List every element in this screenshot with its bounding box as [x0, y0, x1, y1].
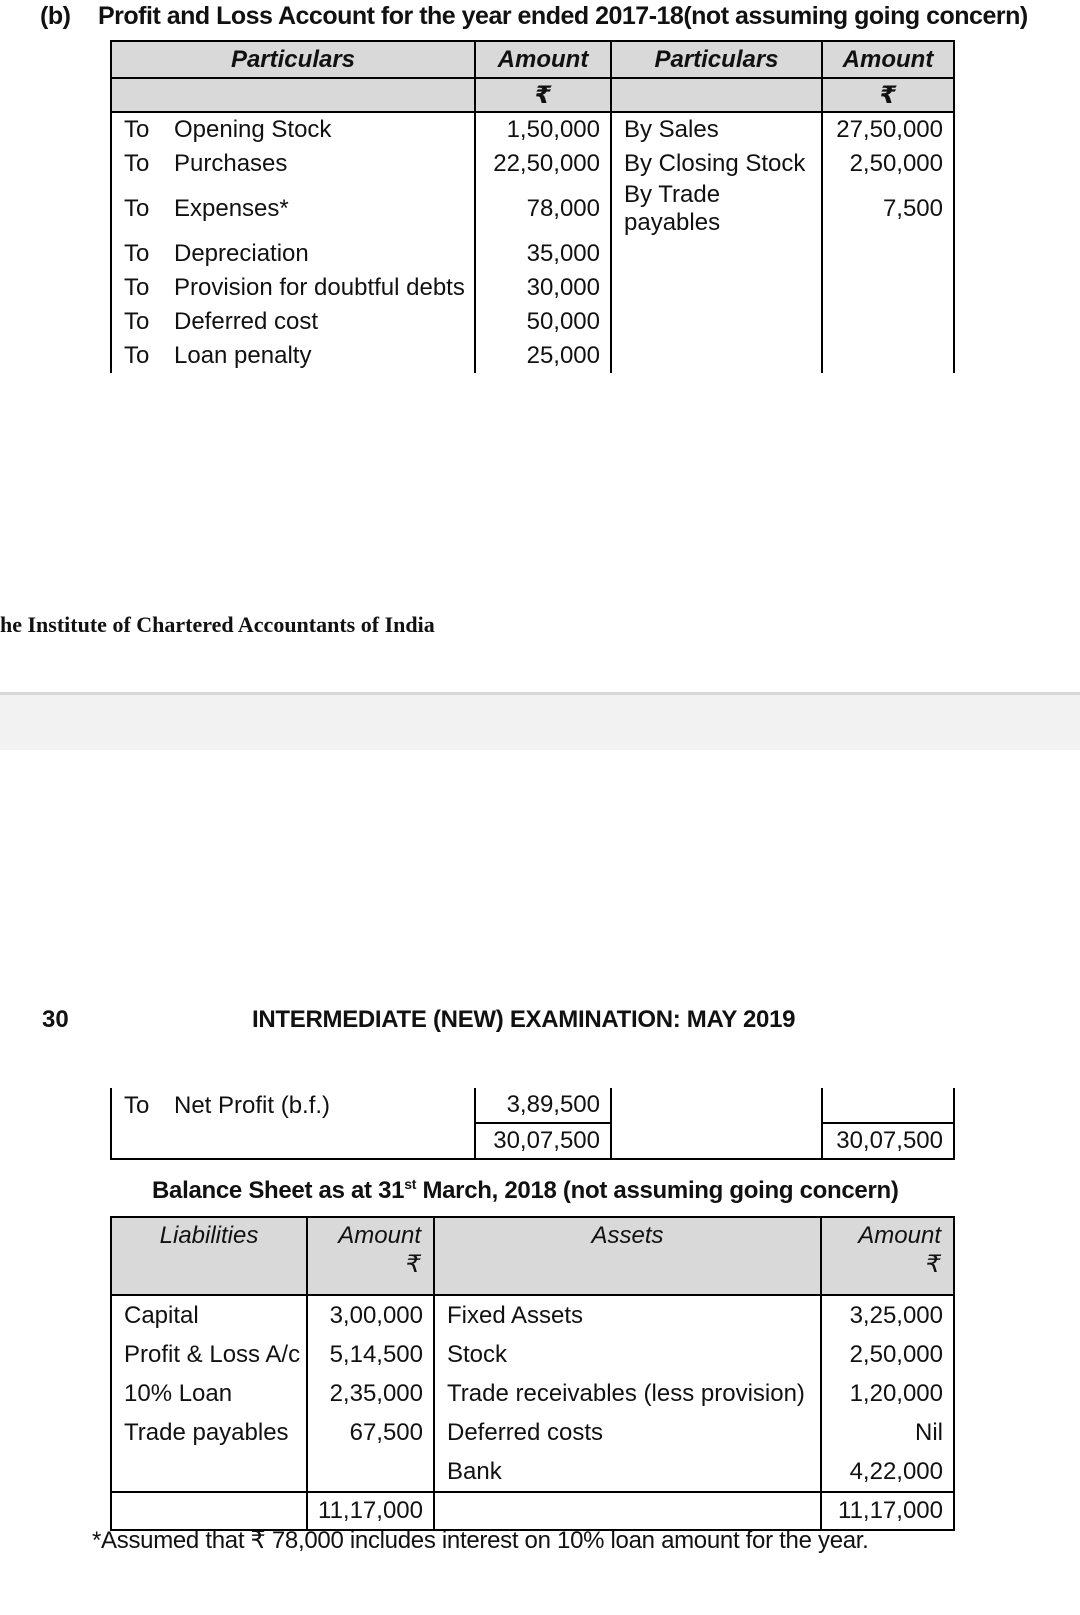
pl-credit-item: By Sales [611, 112, 822, 147]
bs-total-left: 11,17,000 [307, 1492, 434, 1530]
table-row [111, 305, 954, 339]
bs-title-pre: Balance Sheet as at 31 [152, 1177, 405, 1204]
pl-debit-item: Loan penalty [174, 342, 312, 369]
pl-total-left: 30,07,500 [475, 1123, 611, 1159]
pl-debit-item: Expenses* [174, 195, 289, 222]
pl-debit-item: Provision for doubtful debts [174, 274, 465, 301]
table-row [111, 147, 954, 181]
bs-liability [111, 1452, 307, 1492]
balance-sheet-table [110, 1216, 955, 1531]
pl-header-amount-2: Amount [822, 41, 954, 78]
bs-liability-amount: 67,500 [307, 1413, 434, 1452]
bs-currency-1: ₹ [405, 1251, 421, 1278]
bs-asset: Fixed Assets [434, 1295, 821, 1335]
table-row [111, 181, 954, 237]
bs-liability: Trade payables [111, 1413, 307, 1452]
bs-liability: 10% Loan [111, 1374, 307, 1413]
footnote: *Assumed that ₹ 78,000 includes interest on 10% loan amount for the year. [92, 1527, 869, 1554]
pl-debit-amount: 25,000 [475, 339, 611, 373]
total-row [111, 1492, 954, 1530]
net-profit-label: Net Profit (b.f.) [174, 1091, 331, 1119]
bs-currency-2: ₹ [925, 1251, 941, 1278]
bs-asset: Deferred costs [434, 1413, 821, 1452]
table-row [111, 1452, 954, 1492]
bs-liability-amount: 2,35,000 [307, 1374, 434, 1413]
bs-asset-amount: 1,20,000 [821, 1374, 954, 1413]
pl-debit-amount: 22,50,000 [475, 147, 611, 181]
institute-footer: he Institute of Chartered Accountants of India [0, 612, 435, 637]
pl-debit-amount: 1,50,000 [475, 112, 611, 147]
to-prefix: To [124, 150, 150, 177]
table-row [111, 271, 954, 305]
pl-debit-item: Depreciation [174, 240, 309, 267]
pl-title [40, 2, 1028, 31]
to-prefix: To [124, 274, 150, 301]
table-row [111, 112, 954, 147]
bs-liability-amount: 5,14,500 [307, 1335, 434, 1374]
bs-header-liabilities: Liabilities [111, 1217, 307, 1295]
bs-header-amount-2-label: Amount [858, 1222, 941, 1249]
bs-asset: Stock [434, 1335, 821, 1374]
profit-loss-continuation [110, 1088, 955, 1160]
pl-debit-item: Purchases [174, 150, 288, 177]
pl-debit-item: Deferred cost [174, 308, 319, 335]
net-profit-amount: 3,89,500 [475, 1088, 611, 1123]
to-prefix: To [124, 342, 150, 369]
table-row [111, 1374, 954, 1413]
pl-debit-amount: 50,000 [475, 305, 611, 339]
pl-debit-amount: 35,000 [475, 237, 611, 271]
to-prefix: To [124, 116, 150, 143]
bs-asset: Trade receivables (less provision) [434, 1374, 821, 1413]
pl-debit-amount: 78,000 [475, 181, 611, 237]
pl-credit-item: By Trade payables [611, 181, 822, 237]
to-prefix: To [124, 240, 150, 267]
bs-asset: Bank [434, 1452, 821, 1492]
profit-loss-table [110, 40, 955, 373]
bs-asset-amount: Nil [821, 1413, 954, 1452]
to-prefix: To [124, 1091, 150, 1119]
bs-title-sup: st [404, 1176, 417, 1192]
pl-debit-amount: 30,000 [475, 271, 611, 305]
bs-header-assets: Assets [434, 1217, 821, 1295]
pl-header-particulars-2: Particulars [611, 41, 822, 78]
pl-header-amount-1: Amount [475, 41, 611, 78]
to-prefix: To [124, 308, 150, 335]
page-heading: INTERMEDIATE (NEW) EXAMINATION: MAY 2019 [252, 1006, 796, 1033]
pl-credit-amount: 7,500 [822, 181, 954, 237]
bs-total-right: 11,17,000 [821, 1492, 954, 1530]
table-row [111, 237, 954, 271]
pl-debit-item: Opening Stock [174, 116, 332, 143]
bs-liability-amount: 3,00,000 [307, 1295, 434, 1335]
bs-liability: Capital [111, 1295, 307, 1335]
table-row [111, 339, 954, 373]
table-row [111, 1413, 954, 1452]
bs-liability: Profit & Loss A/c [111, 1335, 307, 1374]
table-row [111, 1088, 954, 1123]
bs-asset-amount: 3,25,000 [821, 1295, 954, 1335]
total-row [111, 1123, 954, 1159]
table-row [111, 1295, 954, 1335]
bs-header-amount-1-label: Amount [338, 1222, 421, 1249]
page-gap [0, 695, 1080, 750]
table-row [111, 1335, 954, 1374]
balance-sheet-title [152, 1176, 899, 1205]
bs-liability-amount [307, 1452, 434, 1492]
pl-credit-item: By Closing Stock [611, 147, 822, 181]
pl-label: (b) [40, 2, 71, 30]
pl-credit-amount: 2,50,000 [822, 147, 954, 181]
bs-asset-amount: 4,22,000 [821, 1452, 954, 1492]
pl-title-text: Profit and Loss Account for the year ended 2017-18(not assuming going concern) [98, 2, 1028, 30]
pl-credit-amount: 27,50,000 [822, 112, 954, 147]
bs-title-post: March, 2018 (not assuming going concern) [416, 1177, 899, 1204]
page-number: 30 [42, 1006, 69, 1033]
bs-header-amount-2 [821, 1217, 954, 1295]
pl-total-right: 30,07,500 [822, 1123, 954, 1159]
bs-asset-amount: 2,50,000 [821, 1335, 954, 1374]
pl-currency-2: ₹ [822, 78, 954, 112]
bs-header-amount-1 [307, 1217, 434, 1295]
pl-currency-1: ₹ [475, 78, 611, 112]
to-prefix: To [124, 195, 150, 222]
pl-header-particulars-1: Particulars [111, 41, 475, 78]
